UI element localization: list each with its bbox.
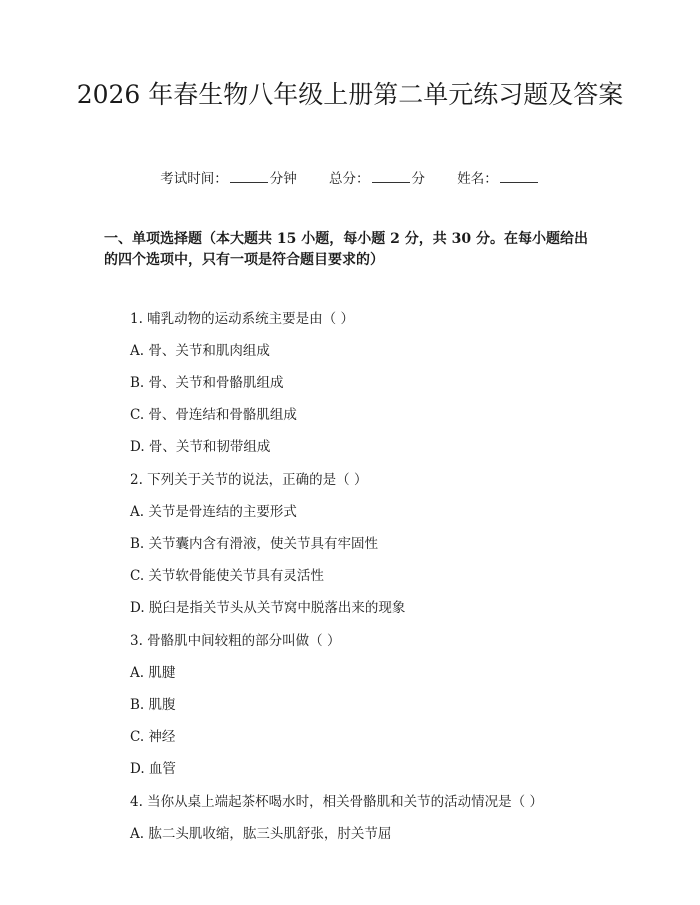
question-2-stem: 2. 下列关于关节的说法，正确的是（ ） (130, 472, 368, 488)
exam-time-field (160, 170, 297, 188)
question-4-stem: 4. 当你从桌上端起茶杯喝水时，相关骨骼肌和关节的活动情况是（ ） (130, 794, 543, 810)
total-score-label: 总分： (329, 171, 370, 187)
question-4-option-a: A. 肱二头肌收缩，肱三头肌舒张，肘关节屈 (130, 826, 392, 842)
total-score-unit: 分 (411, 171, 425, 187)
question-1-option-b: B. 骨、关节和骨骼肌组成 (130, 375, 284, 391)
question-1-option-c: C. 骨、骨连结和骨骼肌组成 (130, 407, 297, 423)
question-3-option-c: C. 神经 (130, 729, 176, 745)
question-1-option-a: A. 骨、关节和肌肉组成 (130, 343, 270, 359)
question-1-stem: 1. 哺乳动物的运动系统主要是由（ ） (130, 311, 354, 327)
document-title: 2026 年春生物八年级上册第二单元练习题及答案 (76, 80, 624, 109)
exam-time-unit: 分钟 (269, 171, 297, 187)
name-blank (500, 170, 538, 183)
question-1-option-d: D. 骨、关节和韧带组成 (130, 439, 271, 455)
exam-meta-line (0, 170, 700, 188)
exam-time-label: 考试时间： (160, 171, 228, 187)
question-3-option-d: D. 血管 (130, 761, 176, 777)
question-3-stem: 3. 骨骼肌中间较粗的部分叫做（ ） (130, 633, 341, 649)
name-field (457, 170, 540, 188)
question-2-option-c: C. 关节软骨能使关节具有灵活性 (130, 568, 324, 584)
question-2-option-d: D. 脱臼是指关节头从关节窝中脱落出来的现象 (130, 600, 406, 616)
total-score-blank (372, 170, 410, 183)
section-heading: 一、单项选择题（本大题共 15 小题，每小题 2 分，共 30 分。在每小题给出的四个选项中，只有一项是符合题目要求的） (104, 231, 588, 268)
question-3-option-a: A. 肌腱 (130, 665, 176, 681)
question-2-option-a: A. 关节是骨连结的主要形式 (130, 504, 297, 520)
name-label: 姓名： (457, 171, 498, 187)
total-score-field (329, 170, 425, 188)
question-2-option-b: B. 关节囊内含有滑液，使关节具有牢固性 (130, 536, 379, 552)
question-3-option-b: B. 肌腹 (130, 697, 176, 713)
exam-time-blank (230, 170, 268, 183)
